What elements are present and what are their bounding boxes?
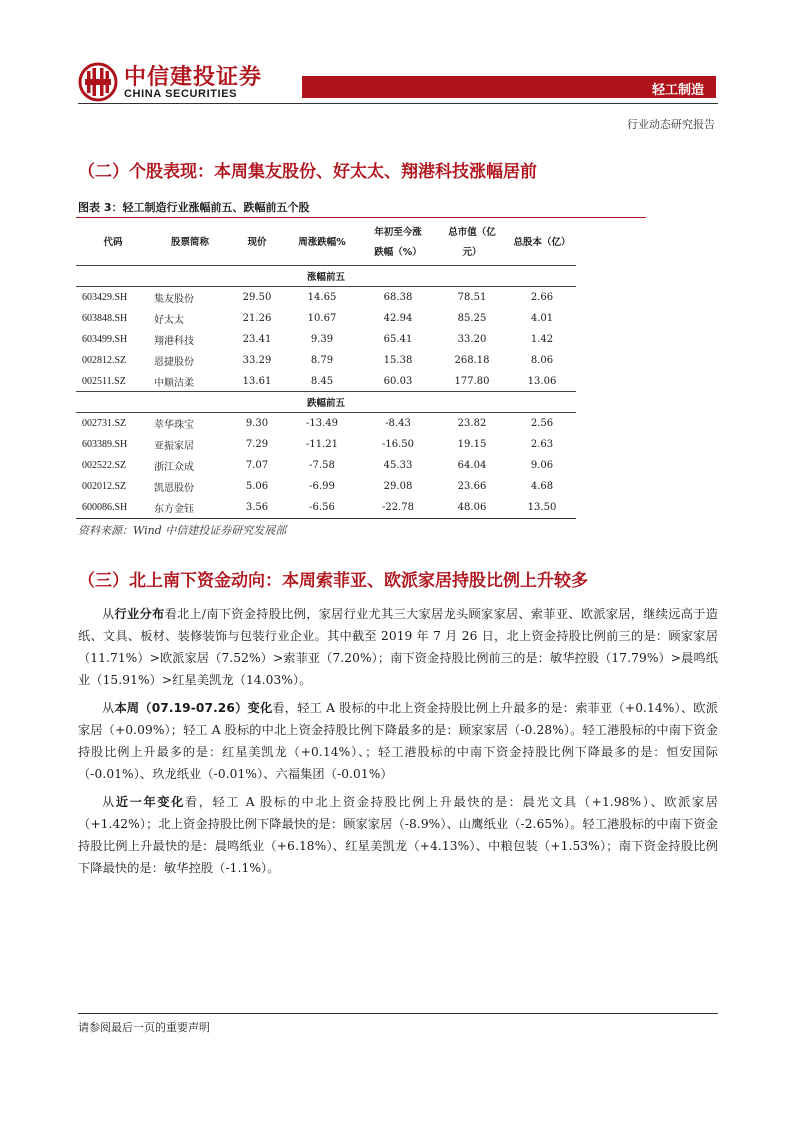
market-cap: 64.04 (457, 460, 487, 472)
stock-price: 7.29 (245, 439, 269, 451)
footer-disclaimer: 请参阅最后一页的重要声明 (78, 1021, 210, 1034)
stock-code: 603429.SH (82, 291, 128, 303)
column-header-total-shares: 总股本（亿） (508, 221, 576, 266)
table-row (76, 329, 576, 350)
table-row (76, 350, 576, 371)
stock-name: 东方金钰 (150, 497, 230, 518)
total-shares: 2.66 (530, 291, 554, 303)
ytd-change: 68.38 (383, 291, 413, 303)
weekly-change: -11.21 (305, 439, 338, 451)
table-row (76, 497, 576, 518)
header-divider (78, 103, 718, 104)
ytd-change: 42.94 (383, 312, 413, 324)
paragraph: 从近一年变化看，轻工 A 股标的中北上资金持股比例上升最快的是：晨光文具（+1.98%）、欧派家居（+1.42%）；北上资金持股比例下降最快的是：顾家家居（-8.9%）、山鹰纸业（-2.65%）。轻工港股标的中南下资金持股比例上升最快的是：晨鸣纸业（+6.18%）、红星美凯龙（+4.13%）、中粮包装（+1.53%）；南下资金持股比例下降最快的是：敏华控股（-1.1%）。 (78, 795, 719, 875)
weekly-change: 10.67 (307, 312, 337, 324)
table-row (76, 455, 576, 476)
stock-code: 002012.SZ (82, 481, 127, 493)
stock-name: 中顺洁柔 (150, 371, 230, 392)
stock-name: 萃华珠宝 (154, 420, 194, 432)
stock-name: 集友股份 (154, 293, 194, 305)
ytd-change: -16.50 (381, 439, 414, 451)
stock-code: 002812.SZ (82, 354, 127, 366)
weekly-change: -6.99 (309, 481, 335, 493)
weekly-change: -13.49 (305, 418, 338, 430)
section3-title: （三）北上南下资金动向：本周索菲亚、欧派家居持股比例上升较多 (78, 571, 588, 591)
column-header-weekly-change: 周涨跌幅% (284, 221, 360, 266)
total-shares: 2.56 (530, 418, 554, 430)
total-shares: 13.06 (508, 371, 576, 392)
ytd-change: 65.41 (383, 333, 413, 345)
total-shares: 2.63 (530, 439, 554, 451)
table-header-row (76, 221, 576, 266)
group-label: 跌幅前五 (76, 392, 576, 413)
figure-title-rule (76, 217, 646, 218)
total-shares: 4.68 (530, 481, 554, 493)
weekly-change: 8.79 (310, 354, 334, 366)
stock-code: 600086.SH (76, 497, 150, 518)
figure-source: 资料来源：Wind 中信建投证券研究发展部 (78, 524, 287, 537)
column-header-ytd-change: 年初至今涨 跌幅（%） (360, 221, 436, 266)
paragraph-keyword: 近一年变化 (115, 795, 185, 809)
paragraph-keyword: 行业分布 (114, 607, 165, 621)
table-group-row-gainers (76, 266, 576, 287)
total-shares: 13.50 (508, 497, 576, 518)
section2-title: （二）个股表现：本周集友股份、好太太、翔港科技涨幅居前 (78, 162, 537, 182)
weekly-change: 14.65 (307, 291, 337, 303)
market-cap: 33.20 (457, 333, 487, 345)
paragraph: 从本周（07.19-07.26）变化看，轻工 A 股标的中北上资金持股比例上升最多的是：索菲亚（+0.14%）、欧派家居（+0.09%）；轻工 A 股标的中北上资金持股比例下降最多的是：顾家家居（-0.28%）。轻工港股标的中南下资金持股比例上升最多的是：红星美凯龙（+0.14%）、；轻工港股标的中南下资金持股比例下降最多的是：恒安国际（-0.01%）、玖龙纸业（-0.01%）、六福集团（-0.01%） (78, 701, 719, 781)
market-cap: 23.82 (457, 418, 487, 430)
total-shares: 8.06 (530, 354, 554, 366)
market-cap: 85.25 (457, 312, 487, 324)
stock-price: 21.26 (242, 312, 272, 324)
stock-name: 好太太 (154, 314, 184, 326)
body-text (78, 603, 718, 879)
stock-name: 恩捷股份 (154, 356, 194, 368)
stock-code: 603389.SH (82, 439, 128, 451)
stock-code: 002731.SZ (82, 418, 127, 430)
market-cap: 268.18 (454, 354, 490, 366)
column-header-code: 代码 (76, 221, 150, 266)
stock-price: 13.61 (230, 371, 284, 392)
paragraph-keyword: 本周（07.19-07.26）变化 (114, 701, 273, 715)
company-logo-icon (78, 62, 118, 102)
weekly-change: 9.39 (310, 333, 334, 345)
market-cap: 23.66 (457, 481, 487, 493)
ytd-change: 60.03 (360, 371, 436, 392)
ytd-change: 15.38 (383, 354, 413, 366)
stock-code: 603848.SH (82, 312, 128, 324)
group-label: 涨幅前五 (76, 266, 576, 287)
market-cap: 48.06 (436, 497, 508, 518)
report-type: 行业动态研究报告 (627, 118, 715, 131)
stock-price: 9.30 (245, 418, 269, 430)
sector-label: 轻工制造 (651, 83, 704, 98)
stock-code: 002522.SZ (82, 460, 127, 472)
company-name-en: CHINA SECURITIES (124, 88, 238, 100)
stock-code: 002511.SZ (76, 371, 150, 392)
table-row (76, 287, 576, 308)
stock-price: 7.07 (245, 460, 269, 472)
column-header-market-cap: 总市值（亿 元） (436, 221, 508, 266)
weekly-change: 8.45 (284, 371, 360, 392)
stock-name: 浙江众成 (154, 462, 194, 474)
stock-name: 亚振家居 (154, 441, 194, 453)
weekly-change: -7.58 (309, 460, 335, 472)
footer-divider (78, 1013, 718, 1014)
table-row (76, 476, 576, 497)
stock-price: 23.41 (242, 333, 272, 345)
stock-price: 29.50 (242, 291, 272, 303)
table-row (76, 371, 576, 392)
ytd-change: 29.08 (383, 481, 413, 493)
market-cap: 19.15 (457, 439, 487, 451)
ytd-change: -22.78 (360, 497, 436, 518)
market-cap: 177.80 (436, 371, 508, 392)
column-header-price: 现价 (230, 221, 284, 266)
total-shares: 9.06 (530, 460, 554, 472)
stock-price: 33.29 (242, 354, 272, 366)
company-name-cn: 中信建投证券 (124, 65, 263, 90)
column-header-name: 股票简称 (150, 221, 230, 266)
stock-performance-table (76, 221, 576, 519)
stock-name: 凯恩股份 (154, 483, 194, 495)
table-row (76, 434, 576, 455)
weekly-change: -6.56 (284, 497, 360, 518)
ytd-change: -8.43 (385, 418, 411, 430)
table-row (76, 308, 576, 329)
total-shares: 1.42 (530, 333, 554, 345)
ytd-change: 45.33 (383, 460, 413, 472)
table-group-row-losers (76, 392, 576, 413)
total-shares: 4.01 (530, 312, 554, 324)
stock-price: 3.56 (230, 497, 284, 518)
paragraph: 从行业分布看北上/南下资金持股比例，家居行业尤其三大家居龙头顾家家居、索菲亚、欧派家居，继续远高于造纸、文具、板材、装修装饰与包装行业企业。其中截至 2019 年 7 月 26 日，北上资金持股比例前三的是：顾家家居（11.71%）>欧派家居（7.52%）>索菲亚（7.20%）；南下资金持股比例前三的是：敏华控股（17.79%）>晨鸣纸业（15.91%）>红星美凯龙（14.03%）。 (78, 607, 719, 687)
sector-banner (302, 76, 716, 98)
stock-name: 翔港科技 (154, 335, 194, 347)
market-cap: 78.51 (457, 291, 487, 303)
stock-price: 5.06 (245, 481, 269, 493)
stock-code: 603499.SH (82, 333, 128, 345)
figure-title: 图表 3：轻工制造行业涨幅前五、跌幅前五个股 (78, 201, 310, 214)
table-row (76, 413, 576, 434)
